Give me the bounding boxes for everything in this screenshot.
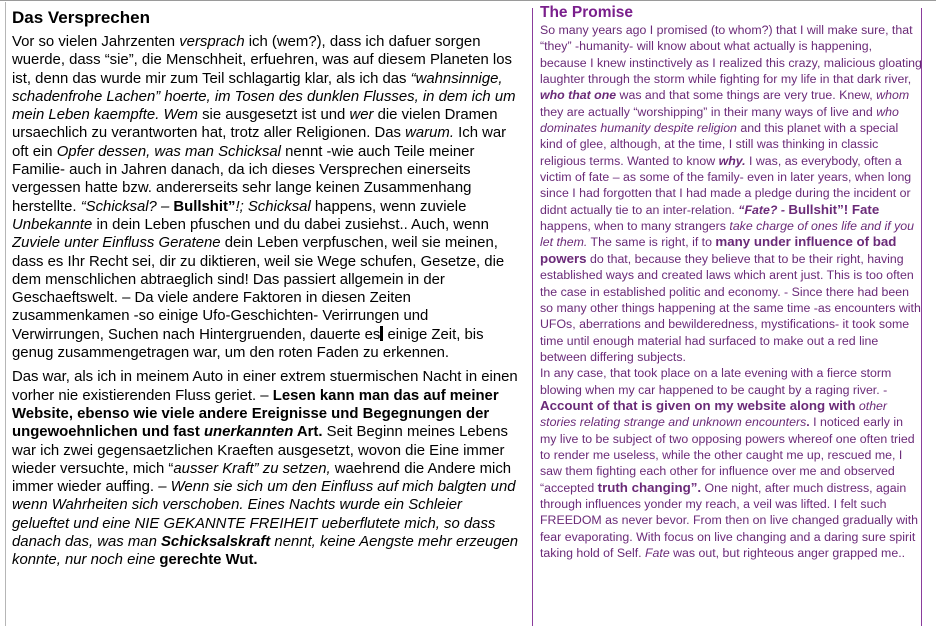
text-run: Fate — [645, 546, 670, 560]
text-run: In any case, that took place on a late evening with a fierce storm blowing when my car happened to be caught by a raging river. - — [540, 366, 892, 397]
text-run: Account of that is given on my website along with — [540, 397, 856, 413]
text-run: The same is right, if to — [587, 235, 716, 250]
text-run: I noticed early in my live to be subject of two opposing powers whereof one often tried to render me useless, while the other caught me up, rescued me, I saw them fighting each other for influence over me and observed “accepted — [540, 415, 915, 495]
text-run: nennt -wie auch Teile meiner Familie- auch in Jahren danach, da ich dieses Versprechen einerseits vergessen hatte bzw. andererseits sehr lange keinen Zusammenhang herstellte. — [12, 143, 475, 215]
german-title: Das Versprechen — [12, 8, 150, 27]
text-run: Das war, als ich in meinem Auto in einer extrem stuermischen Nacht in einen vorher nie existierenden Fluss geriet. – — [12, 369, 518, 404]
text-run: ausser Kraft” zu setzen, — [173, 460, 331, 477]
text-run: “Schicksal? – — [80, 198, 174, 215]
text-run: I was, as everybody, often a victim of fate – as some of the family- even in later years, when long since I had forgotten that I had made a pledge during the incident or didnt actually tie to an inter-relation. — [540, 153, 912, 217]
text-run: sie ausgesetzt ist und — [197, 107, 350, 124]
text-run: who that one — [540, 88, 617, 103]
text-run: warum. — [405, 125, 454, 142]
text-run: Bullshit”! Fate — [788, 201, 880, 217]
text-run: versprach — [179, 34, 245, 50]
text-run: ich (wem?), dass ich dafuer sorgen wuerde, dass “sie”, die Menschheit, erfuehren, was auf diesem Planeten los ist, denn das wurde mir zum Teil schlagartig klar, als ich das — [12, 34, 512, 87]
text-run: gerechte Wut. — [155, 552, 258, 569]
text-run: einige Zeit, bis genug zusammengetragen war, um den roten Faden zu erkennen. — [12, 326, 484, 362]
text-run: !; Schicksal — [235, 198, 311, 215]
text-run: they are actually “worshipping” in their many ways of live and — [540, 104, 877, 119]
text-run: eine — [127, 552, 156, 569]
english-paragraph-2 — [540, 365, 922, 561]
german-column — [12, 7, 520, 627]
text-run: nennt, keine Aengste mehr erzeugen konnte, nur noch — [12, 534, 519, 569]
text-run: Seit Beginn meines Lebens war ich zwei gegensaetzlichen Kraeften ausgesetzt, wovon die Eine immer wieder versuchte, mich “ — [12, 424, 508, 477]
text-run: take charge of ones life and if you let them. — [540, 219, 914, 250]
text-run: unerkannten — [203, 424, 294, 441]
top-border — [0, 0, 936, 1]
text-run: do that, because they believe that to be their right, having established ways and created laws which arent just. This is too often the case in established politic and economy. - Since there had been so many other things happening at the same time -as encounters with UFOs, aberrations and bewilderedness, mystifications- it took some time until enough material had surfaced to make out a red line between differing subjects. — [540, 251, 921, 364]
text-run: other stories relating strange and unknown encounters — [540, 398, 888, 430]
text-run: Lesen kann man das auf meiner Website, ebenso wie viele andere Ereignisse und Begegnungen der ungewoehnlichen und fast — [12, 387, 499, 441]
text-run: “wahnsinnige, schadenfrohe Lachen” hoerte, im Tosen des dunklen Flusses, in dem ich um mein Leben kaempfte. Wem — [12, 70, 516, 124]
text-run: happens, wenn zuviele — [310, 198, 467, 215]
column-divider — [532, 8, 533, 626]
text-run: Art. — [293, 424, 323, 441]
german-paragraph-2 — [12, 368, 520, 569]
text-run: Opfer dessen, was man Schicksal — [56, 143, 281, 160]
text-run: One night, after much distress, again through influences yonder my reach, a veil was lifted. I felt such FREEDOM as never bevor. From then on live changed gradually with fear evaporating. With focus on live changing and a daring sure spirit taking hold of Self. — [540, 480, 919, 560]
text-run: was out, but righteous anger grapped me.. — [669, 546, 906, 560]
text-run: was and that some things are very true. Knew, — [616, 88, 877, 103]
text-run: whom — [876, 88, 910, 103]
text-run: die vielen Dramen ursaechlich zu verantworten hat, trotz aller Religionen. Das — [12, 107, 498, 142]
text-run: Schicksalskraft — [161, 534, 271, 551]
text-run: why. — [718, 153, 746, 168]
text-run: “Fate? - — [738, 202, 789, 217]
english-column — [540, 3, 922, 625]
text-run: Bullshit” — [173, 198, 236, 215]
text-run: many under influence of bad powers — [540, 234, 897, 266]
text-run: dein Leben verpfuschen, weil sie meinen, dass es Ihr Recht sei, dir zu diktieren, weil sie Wege schufen, Gesetze, die dem menschlichen abtraeglich sind! Das passiert allgemein in der Geschaeftswelt. – Da viele andere Faktoren in diesen Zeiten zusammenkamen -so einige Ufo-Geschichten- Verirrungen und Verwirrungen, Suchen nach Hintergruenden, dauerte es — [12, 235, 505, 343]
text-run: who dominates humanity despite religion — [540, 104, 899, 136]
text-run: happens, when to many strangers — [540, 219, 730, 234]
text-run: and this planet with a special kind of glee, although, at the time, I still was thinking in classic religious terms. Wanted to know — [540, 121, 899, 168]
text-run: wer — [349, 107, 374, 124]
german-paragraph-1 — [12, 33, 520, 362]
text-run: truth changing”. — [597, 479, 702, 495]
text-run: Wenn sie sich um den Einfluss auf mich balgten und wenn Wahrheiten sich verschoben. Eines Nachts wurde ein Schleier gelueftet und eine NIE GEKANNTE FREIHEIT ueberflutete mich, so dass danach das, was man — [12, 479, 516, 551]
text-run: Unbekannte — [12, 216, 93, 233]
left-page-border — [5, 2, 6, 626]
text-run: Zuviele unter Einfluss Geratene — [12, 235, 221, 252]
text-run: . — [806, 415, 810, 430]
text-run: Vor so vielen Jahrzenten — [12, 34, 180, 50]
text-run: in dein Leben pfuschen und du dabei zusiehst.. Auch, wenn — [92, 216, 489, 233]
text-run: So many years ago I promised (to whom?) that I will make sure, that “they” -humanity- will know about what actually is happening, because I knew instinctively as I realized this crazy, malicious gloating laughter through the storm while fighting for my life in that dark river, — [540, 23, 922, 87]
english-paragraph-1 — [540, 22, 922, 365]
text-run: waehrend die Andere mich immer wieder auffing. – — [12, 460, 512, 496]
english-title: The Promise — [540, 4, 634, 21]
text-run: Ich war oft ein — [12, 125, 507, 160]
